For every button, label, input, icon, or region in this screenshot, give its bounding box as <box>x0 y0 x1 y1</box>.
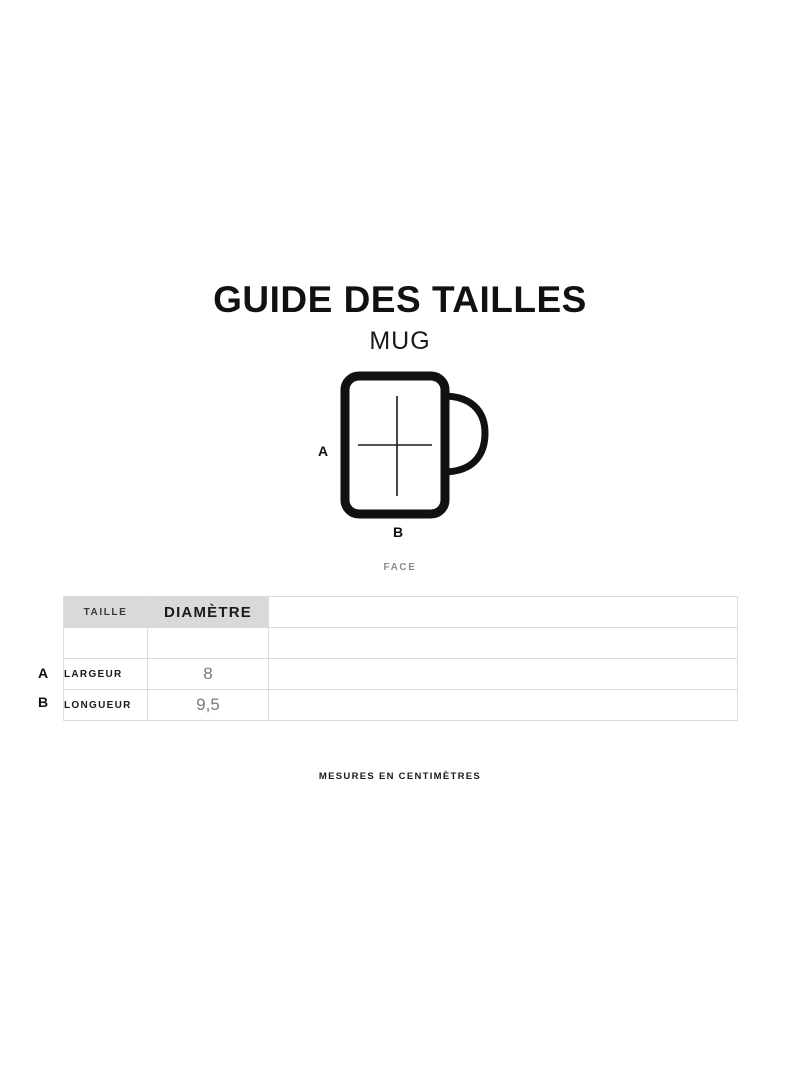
units-note: MESURES EN CENTIMÈTRES <box>318 771 482 782</box>
spacer-cell-3 <box>269 628 738 659</box>
page-title: GUIDE DES TAILLES <box>213 279 587 320</box>
diagram-label-a: A <box>318 443 329 459</box>
diagram-label-b: B <box>393 524 404 540</box>
table-row <box>64 690 738 721</box>
spacer-cell-1 <box>64 628 148 659</box>
row-label-longueur: LONGUEUR <box>64 690 148 721</box>
row-letter-b: B <box>37 694 49 710</box>
page-subtitle: MUG <box>369 327 431 355</box>
mug-illustration-icon <box>280 368 520 528</box>
table-spacer-row <box>64 628 738 659</box>
spacer-cell-2 <box>148 628 269 659</box>
table-row <box>64 659 738 690</box>
table-header-measure: DIAMÈTRE <box>148 597 269 628</box>
row-value-largeur: 8 <box>148 659 269 690</box>
row-label-largeur: LARGEUR <box>64 659 148 690</box>
measurements-table <box>63 596 738 721</box>
mug-diagram <box>280 368 520 528</box>
row-rest-longueur <box>269 690 738 721</box>
table-header-size: TAILLE <box>64 597 148 628</box>
measurements-table-container <box>63 596 737 721</box>
row-value-longueur: 9,5 <box>148 690 269 721</box>
title-block <box>0 278 800 356</box>
table-header-row <box>64 597 738 628</box>
row-letter-a: A <box>37 665 49 681</box>
view-caption: FACE <box>383 562 417 573</box>
table-header-blank <box>269 597 738 628</box>
row-rest-largeur <box>269 659 738 690</box>
